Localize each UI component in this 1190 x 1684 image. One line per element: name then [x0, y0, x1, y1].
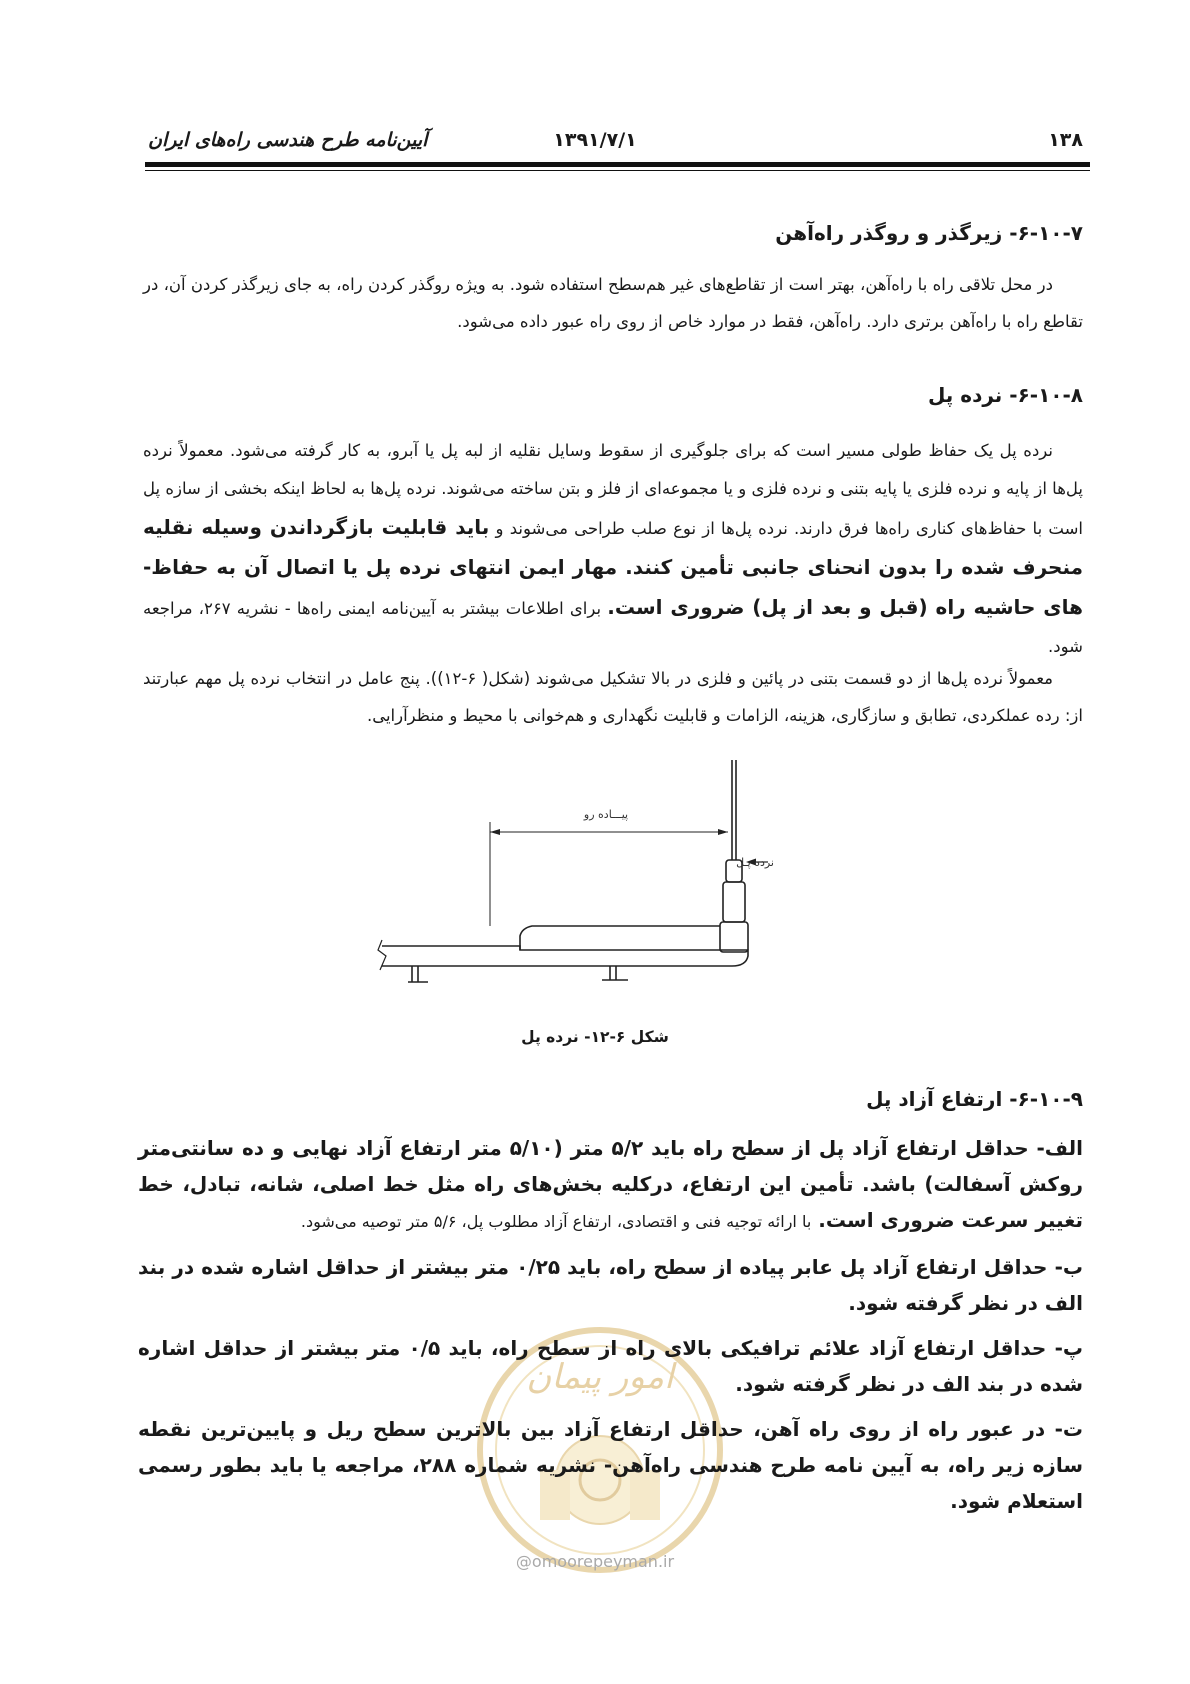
- railing-lower-block: [720, 922, 748, 952]
- section-8-paragraph-2: [143, 660, 1083, 734]
- item-b: ب- حداقل ارتفاع آزاد پل عابر پیاده از سطح راه، باید ۰/۲۵ متر بیشتر از حداقل اشاره شده در بند الف در نظر گرفته شود.: [138, 1255, 1083, 1315]
- header-rule-thin: [145, 170, 1090, 171]
- item-d: ت- در عبور راه از روی راه آهن، حداقل ارتفاع آزاد بین بالاترین سطح ریل و پایین‌ترین نقطه سازه زیر راه، به آیین نامه طرح هندسی راه‌آهن- نشریه شماره ۲۸۸، مراجعه یا باید بطور رسمی استعلام شود.: [138, 1417, 1083, 1513]
- section-8-paragraph-1: [143, 432, 1083, 666]
- deck-slab: [382, 946, 748, 966]
- section-9-items: [138, 1130, 1083, 1528]
- item-c: پ- حداقل ارتفاع آزاد علائم ترافیکی بالای راه از سطح راه، باید ۰/۵ متر بیشتر از حداقل اشاره شده در بند الف در نظر گرفته شود.: [138, 1336, 1083, 1396]
- item-a-bold: الف- حداقل ارتفاع آزاد پل از سطح راه باید ۵/۲ متر (۵/۱۰ متر ارتفاع آزاد نهایی و ده سانتی‌متر روکش آسفالت) باشد. تأمین این ارتفاع، درکلیه بخش‌های راه مثل خط اصلی، شانه، تبادل، خط تغییر سرعت ضروری است.: [138, 1136, 1083, 1232]
- header-doc-title: آیین‌نامه طرح هندسی راه‌های ایران: [148, 129, 428, 151]
- bridge-railing-figure: [370, 760, 850, 1000]
- section-7-text: در محل تلاقی راه با راه‌آهن، بهتر است از تقاطع‌های غیر هم‌سطح استفاده شود. به ویژه روگذر کردن راه، به جای زیرگذر کردن آن، در تقاطع راه با راه‌آهن برتری دارد. راه‌آهن، فقط در موارد خاص از روی راه عبور داده می‌شود.: [143, 275, 1083, 331]
- section-8-p2: معمولاً نرده پل‌ها از دو قسمت بتنی در پائین و فلزی در بالا تشکیل می‌شوند (شکل( ۶-۱۲)). پنج عامل در انتخاب نرده پل مهم عبارتند از: رده عملکردی، تطابق و سازگاری، هزینه، الزامات و قابلیت نگهداری و هم‌خوانی با محیط و منظرآرایی.: [143, 669, 1083, 725]
- header-date: ۱۳۹۱/۷/۱: [553, 129, 637, 151]
- section-9-heading: ۶-۱۰-۹- ارتفاع آزاد پل: [866, 1087, 1083, 1111]
- item-a: [138, 1130, 1083, 1240]
- watermark-text: امور پیمان: [526, 1357, 674, 1397]
- header-rule-thick: [145, 162, 1090, 167]
- sidewalk-label: پیـــاده رو: [583, 808, 629, 821]
- section-7-paragraph: [143, 266, 1083, 340]
- item-a-tail: با ارائه توجیه فنی و اقتصادی، ارتفاع آزاد مطلوب پل، ۵/۶ متر توصیه می‌شود.: [300, 1212, 812, 1231]
- section-8-p1-bold: باید قابلیت بازگرداندن وسیله نقلیه منحرف شده را بدون انحنای جانبی تأمین کنند. مهار ایمن انتهای نرده پل یا اتصال آن به حفاظ-های حاشیه راه (قبل و بعد از پل) ضروری است.: [143, 515, 1083, 619]
- railing-label: نرده پـل: [736, 856, 774, 869]
- railing-mid-block: [723, 882, 745, 922]
- page-number: ۱۳۸: [1048, 129, 1083, 151]
- section-8-p1-tail: برای اطلاعات بیشتر به آیین‌نامه ایمنی راه‌ها - نشریه ۲۶۷، مراجعه شود.: [143, 599, 1083, 656]
- section-8-heading: ۶-۱۰-۸- نرده پل: [927, 383, 1083, 407]
- section-8-p1-normal: نرده پل یک حفاظ طولی مسیر است که برای جلوگیری از سقوط وسایل نقلیه از لبه پل یا آبرو، به کار گرفته می‌شود. معمولاً نرده پل‌ها از پایه و نرده فلزی یا پایه بتنی و نرده فلزی و یا مجموعه‌ای از فلز و بتن ساخته می‌شوند. نرده پل‌ها به لحاظ اینکه بخشی از سازه پل است با حفاظ‌های کناری راه‌ها فرق دارند. نرده پل‌ها از نوع صلب طراحی می‌شوند و: [143, 441, 1084, 538]
- figure-caption: شکل ۶-۱۲- نرده پل: [521, 1028, 669, 1046]
- watermark-url: @omoorepeyman.ir: [515, 1552, 675, 1571]
- sidewalk-slab: [520, 926, 720, 950]
- section-7-heading: ۶-۱۰-۷- زیرگذر و روگذر راه‌آهن: [775, 221, 1083, 245]
